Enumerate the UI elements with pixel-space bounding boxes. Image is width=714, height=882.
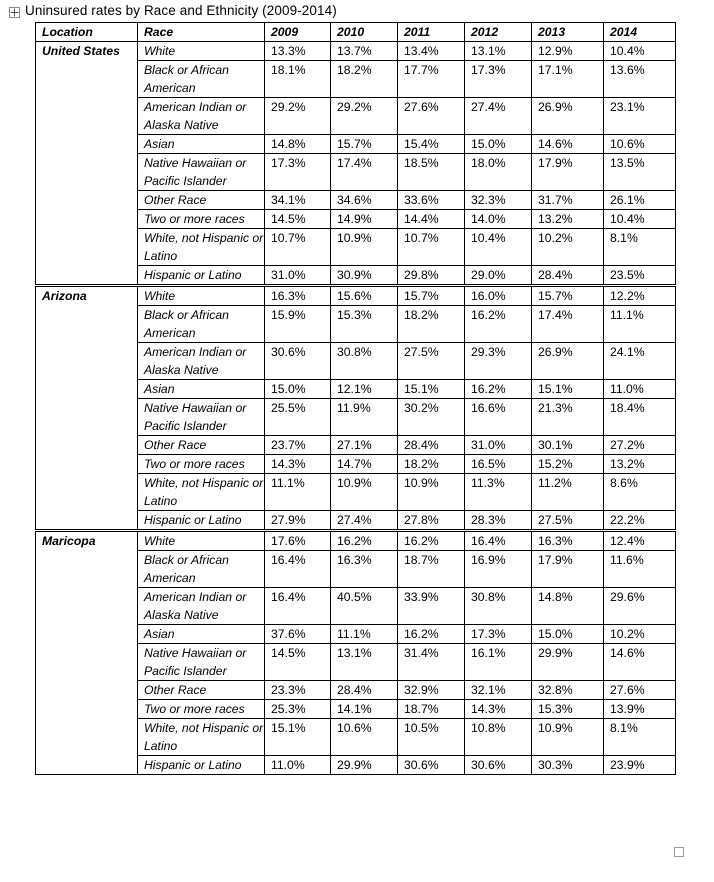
rate-cell: 10.7%: [398, 229, 465, 266]
row-boundary-marker: [675, 697, 676, 711]
race-cell: Native Hawaiian or Pacific Islander: [138, 399, 265, 436]
rate-cell: 8.6%: [604, 474, 676, 511]
rate-cell: 11.1%: [604, 306, 676, 343]
rate-cell: 31.7%: [532, 191, 604, 210]
rate-cell: 15.1%: [398, 380, 465, 399]
rate-cell: 23.3%: [265, 681, 331, 700]
rate-cell: 13.2%: [532, 210, 604, 229]
rate-cell: 29.0%: [465, 266, 532, 286]
race-cell: American Indian or Alaska Native: [138, 588, 265, 625]
race-cell: Hispanic or Latino: [138, 756, 265, 775]
header-2009: 2009: [265, 23, 331, 42]
rate-cell: 15.0%: [465, 135, 532, 154]
rate-cell: 29.9%: [331, 756, 398, 775]
rate-cell: 14.4%: [398, 210, 465, 229]
rate-cell: 12.4%: [604, 531, 676, 551]
rate-cell: 27.4%: [465, 98, 532, 135]
rate-cell: 32.3%: [465, 191, 532, 210]
race-cell: White, not Hispanic or Latino: [138, 229, 265, 266]
rate-cell: 10.8%: [465, 719, 532, 756]
rate-cell: 27.5%: [532, 511, 604, 531]
rate-cell: 28.4%: [398, 436, 465, 455]
rate-cell: 30.6%: [265, 343, 331, 380]
rate-cell: 17.9%: [532, 154, 604, 191]
rate-cell: 15.6%: [331, 286, 398, 306]
uninsured-rates-table: [35, 22, 676, 775]
race-cell: Black or African American: [138, 61, 265, 98]
rate-cell: 32.9%: [398, 681, 465, 700]
rate-cell: 11.9%: [331, 399, 398, 436]
header-2010: 2010: [331, 23, 398, 42]
rate-cell: 16.6%: [465, 399, 532, 436]
rate-cell: 16.3%: [265, 286, 331, 306]
rate-cell: 25.5%: [265, 399, 331, 436]
rate-cell: 13.7%: [331, 42, 398, 61]
rate-cell: 22.2%: [604, 511, 676, 531]
rate-cell: 27.6%: [398, 98, 465, 135]
table-row: [36, 42, 676, 61]
rate-cell: 8.1%: [604, 229, 676, 266]
rate-cell: 10.2%: [604, 625, 676, 644]
rate-cell: 10.4%: [604, 210, 676, 229]
rate-cell: 14.5%: [265, 644, 331, 681]
race-cell: White: [138, 42, 265, 61]
rate-cell: 27.5%: [398, 343, 465, 380]
rate-cell: 23.5%: [604, 266, 676, 286]
rate-cell: 11.0%: [604, 380, 676, 399]
header-2011: 2011: [398, 23, 465, 42]
rate-cell: 11.3%: [465, 474, 532, 511]
rate-cell: 14.3%: [465, 700, 532, 719]
rate-cell: 17.9%: [532, 551, 604, 588]
rate-cell: 16.3%: [532, 531, 604, 551]
rate-cell: 17.7%: [398, 61, 465, 98]
rate-cell: 16.9%: [465, 551, 532, 588]
rate-cell: 33.6%: [398, 191, 465, 210]
rate-cell: 16.2%: [331, 531, 398, 551]
header-2014: 2014: [604, 23, 676, 42]
rate-cell: 18.0%: [465, 154, 532, 191]
rate-cell: 15.1%: [532, 380, 604, 399]
rate-cell: 17.3%: [465, 625, 532, 644]
rate-cell: 17.4%: [532, 306, 604, 343]
rate-cell: 30.2%: [398, 399, 465, 436]
rate-cell: 17.4%: [331, 154, 398, 191]
move-handle-icon[interactable]: [9, 7, 20, 18]
rate-cell: 40.5%: [331, 588, 398, 625]
rate-cell: 33.9%: [398, 588, 465, 625]
rate-cell: 14.1%: [331, 700, 398, 719]
rate-cell: 16.4%: [265, 588, 331, 625]
rate-cell: 14.8%: [265, 135, 331, 154]
rate-cell: 28.4%: [331, 681, 398, 700]
table-row: [36, 286, 676, 306]
rate-cell: 15.7%: [331, 135, 398, 154]
race-cell: Black or African American: [138, 551, 265, 588]
race-cell: Hispanic or Latino: [138, 266, 265, 286]
rate-cell: 10.6%: [604, 135, 676, 154]
rate-cell: 26.1%: [604, 191, 676, 210]
rate-cell: 11.1%: [331, 625, 398, 644]
rate-cell: 14.9%: [331, 210, 398, 229]
rate-cell: 13.4%: [398, 42, 465, 61]
race-cell: Asian: [138, 380, 265, 399]
rate-cell: 14.6%: [604, 644, 676, 681]
race-cell: Asian: [138, 135, 265, 154]
rate-cell: 31.0%: [465, 436, 532, 455]
rate-cell: 10.2%: [532, 229, 604, 266]
rate-cell: 16.5%: [465, 455, 532, 474]
race-cell: Other Race: [138, 436, 265, 455]
race-cell: White, not Hispanic or Latino: [138, 719, 265, 756]
rate-cell: 14.8%: [532, 588, 604, 625]
rate-cell: 10.9%: [398, 474, 465, 511]
rate-cell: 27.1%: [331, 436, 398, 455]
rate-cell: 18.5%: [398, 154, 465, 191]
rate-cell: 8.1%: [604, 719, 676, 756]
rate-cell: 11.1%: [265, 474, 331, 511]
rate-cell: 16.4%: [265, 551, 331, 588]
rate-cell: 12.9%: [532, 42, 604, 61]
table-row: [36, 531, 676, 551]
race-cell: American Indian or Alaska Native: [138, 343, 265, 380]
rate-cell: 31.4%: [398, 644, 465, 681]
rate-cell: 27.9%: [265, 511, 331, 531]
race-cell: Hispanic or Latino: [138, 511, 265, 531]
rate-cell: 10.9%: [532, 719, 604, 756]
header-2012: 2012: [465, 23, 532, 42]
table-caption: Uninsured rates by Race and Ethnicity (2009-2014): [25, 3, 337, 18]
race-cell: Two or more races: [138, 455, 265, 474]
rate-cell: 29.2%: [331, 98, 398, 135]
location-cell: Maricopa: [36, 531, 138, 775]
rate-cell: 23.9%: [604, 756, 676, 775]
location-cell: Arizona: [36, 286, 138, 531]
rate-cell: 18.1%: [265, 61, 331, 98]
race-cell: Two or more races: [138, 210, 265, 229]
rate-cell: 29.3%: [465, 343, 532, 380]
race-cell: Native Hawaiian or Pacific Islander: [138, 154, 265, 191]
rate-cell: 30.3%: [532, 756, 604, 775]
rate-cell: 11.6%: [604, 551, 676, 588]
rate-cell: 17.1%: [532, 61, 604, 98]
rate-cell: 15.7%: [532, 286, 604, 306]
rate-cell: 27.4%: [331, 511, 398, 531]
rate-cell: 27.2%: [604, 436, 676, 455]
resize-handle-icon[interactable]: [674, 847, 684, 857]
rate-cell: 32.1%: [465, 681, 532, 700]
rate-cell: 16.3%: [331, 551, 398, 588]
race-cell: Asian: [138, 625, 265, 644]
rate-cell: 18.2%: [398, 306, 465, 343]
rate-cell: 37.6%: [265, 625, 331, 644]
rate-cell: 13.1%: [331, 644, 398, 681]
rate-cell: 18.7%: [398, 700, 465, 719]
race-cell: Black or African American: [138, 306, 265, 343]
rate-cell: 14.7%: [331, 455, 398, 474]
rate-cell: 15.3%: [331, 306, 398, 343]
rate-cell: 16.2%: [465, 380, 532, 399]
race-cell: White: [138, 286, 265, 306]
rate-cell: 34.6%: [331, 191, 398, 210]
rate-cell: 30.8%: [465, 588, 532, 625]
rate-cell: 14.5%: [265, 210, 331, 229]
rate-cell: 13.1%: [465, 42, 532, 61]
race-cell: Native Hawaiian or Pacific Islander: [138, 644, 265, 681]
header-row: [36, 23, 676, 42]
rate-cell: 15.0%: [532, 625, 604, 644]
rate-cell: 27.8%: [398, 511, 465, 531]
rate-cell: 12.2%: [604, 286, 676, 306]
rate-cell: 16.1%: [465, 644, 532, 681]
rate-cell: 16.0%: [465, 286, 532, 306]
rate-cell: 23.7%: [265, 436, 331, 455]
rate-cell: 34.1%: [265, 191, 331, 210]
rate-cell: 30.8%: [331, 343, 398, 380]
rate-cell: 17.6%: [265, 531, 331, 551]
rate-cell: 10.7%: [265, 229, 331, 266]
rate-cell: 29.8%: [398, 266, 465, 286]
rate-cell: 18.2%: [398, 455, 465, 474]
rate-cell: 28.4%: [532, 266, 604, 286]
race-cell: American Indian or Alaska Native: [138, 98, 265, 135]
rate-cell: 17.3%: [465, 61, 532, 98]
rate-cell: 16.2%: [398, 625, 465, 644]
rate-cell: 10.6%: [331, 719, 398, 756]
rate-cell: 23.1%: [604, 98, 676, 135]
rate-cell: 27.6%: [604, 681, 676, 700]
rate-cell: 30.1%: [532, 436, 604, 455]
race-cell: White: [138, 531, 265, 551]
rate-cell: 32.8%: [532, 681, 604, 700]
rate-cell: 16.2%: [398, 531, 465, 551]
rate-cell: 12.1%: [331, 380, 398, 399]
rate-cell: 26.9%: [532, 98, 604, 135]
rate-cell: 15.0%: [265, 380, 331, 399]
rate-cell: 15.1%: [265, 719, 331, 756]
rate-cell: 18.2%: [331, 61, 398, 98]
rate-cell: 15.2%: [532, 455, 604, 474]
race-cell: Other Race: [138, 191, 265, 210]
race-cell: Other Race: [138, 681, 265, 700]
rate-cell: 29.9%: [532, 644, 604, 681]
rate-cell: 15.7%: [398, 286, 465, 306]
rate-cell: 13.5%: [604, 154, 676, 191]
rate-cell: 30.6%: [465, 756, 532, 775]
rate-cell: 30.9%: [331, 266, 398, 286]
rate-cell: 15.9%: [265, 306, 331, 343]
rate-cell: 29.2%: [265, 98, 331, 135]
rate-cell: 15.4%: [398, 135, 465, 154]
rate-cell: 14.3%: [265, 455, 331, 474]
rate-cell: 14.6%: [532, 135, 604, 154]
rate-cell: 24.1%: [604, 343, 676, 380]
rate-cell: 31.0%: [265, 266, 331, 286]
rate-cell: 18.7%: [398, 551, 465, 588]
race-cell: White, not Hispanic or Latino: [138, 474, 265, 511]
rate-cell: 29.6%: [604, 588, 676, 625]
rate-cell: 26.9%: [532, 343, 604, 380]
rate-cell: 13.3%: [265, 42, 331, 61]
rate-cell: 11.2%: [532, 474, 604, 511]
rate-cell: 13.9%: [604, 700, 676, 719]
rate-cell: 18.4%: [604, 399, 676, 436]
header-location: Location: [36, 23, 138, 42]
rate-cell: 15.3%: [532, 700, 604, 719]
rate-cell: 21.3%: [532, 399, 604, 436]
rate-cell: 14.0%: [465, 210, 532, 229]
rate-cell: 25.3%: [265, 700, 331, 719]
rate-cell: 10.4%: [465, 229, 532, 266]
race-cell: Two or more races: [138, 700, 265, 719]
rate-cell: 16.4%: [465, 531, 532, 551]
header-2013: 2013: [532, 23, 604, 42]
rate-cell: 10.4%: [604, 42, 676, 61]
rate-cell: 10.5%: [398, 719, 465, 756]
rate-cell: 10.9%: [331, 474, 398, 511]
rate-cell: 30.6%: [398, 756, 465, 775]
rate-cell: 10.9%: [331, 229, 398, 266]
rate-cell: 17.3%: [265, 154, 331, 191]
rate-cell: 28.3%: [465, 511, 532, 531]
header-race: Race: [138, 23, 265, 42]
rate-cell: 16.2%: [465, 306, 532, 343]
rate-cell: 13.2%: [604, 455, 676, 474]
location-cell: United States: [36, 42, 138, 286]
rate-cell: 13.6%: [604, 61, 676, 98]
rate-cell: 11.0%: [265, 756, 331, 775]
